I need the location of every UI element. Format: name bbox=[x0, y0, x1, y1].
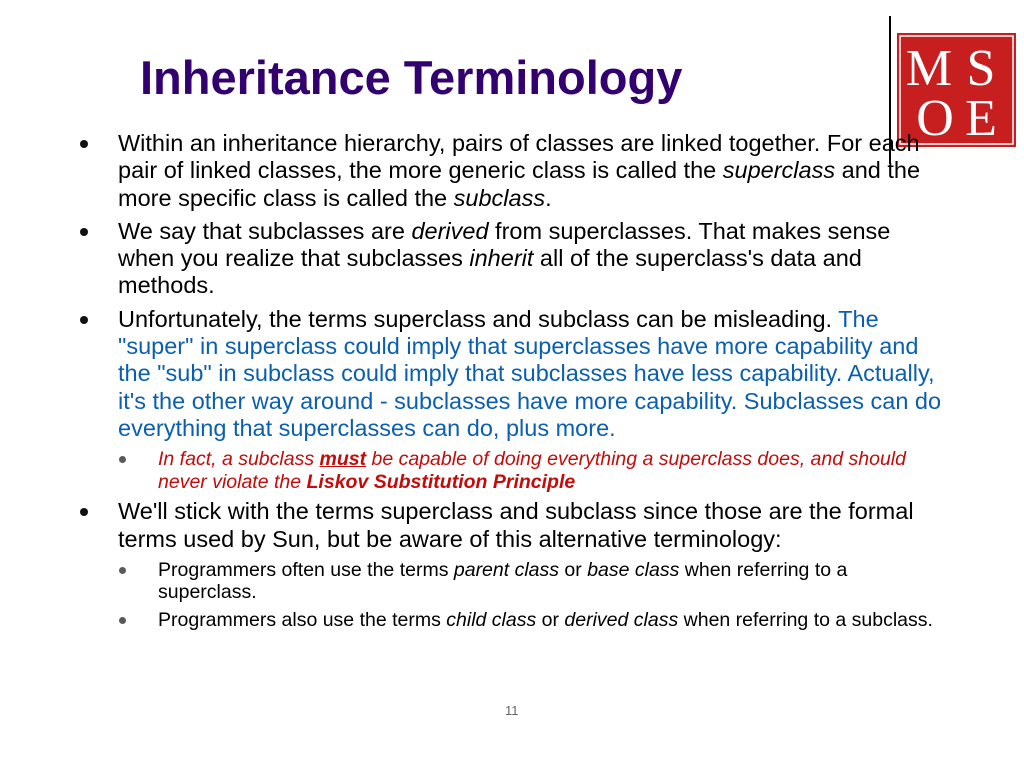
bullet-misleading: Unfortunately, the terms superclass and subclass can be misleading. The "super" in superclass could imply that superclasses have more capability and the "sub" in subclass could imply that subclasses have less capability. Actually, it's the other way around - subclasses have more capability. Subclasses can do everything that superclasses can do, plus more. bbox=[78, 306, 943, 442]
logo-letter-o: O bbox=[916, 90, 954, 147]
sub-bullet-child-class: Programmers also use the terms child class or derived class when referring to a subclass. bbox=[118, 609, 943, 632]
emphasis-must: must bbox=[319, 448, 367, 471]
page-number: 11 bbox=[505, 703, 519, 718]
logo-letter-m: M bbox=[905, 40, 953, 97]
liskov-principle: Liskov Substitution Principle bbox=[306, 470, 576, 493]
sub-bullet-parent-class: Programmers often use the terms parent class or base class when referring to a superclass. bbox=[118, 559, 943, 604]
bullet-dot bbox=[80, 316, 88, 324]
bullet-derived: We say that subclasses are derived from superclasses. That makes sense when you realize that subclasses inherit all of the superclass's data and methods. bbox=[78, 218, 943, 300]
sub-bullet-dot bbox=[119, 456, 126, 463]
bullet-terminology: We'll stick with the terms superclass and subclass since those are the formal terms used by Sun, but be aware of this alternative terminology: bbox=[78, 498, 943, 553]
sub-bullet-liskov: In fact, a subclass must be capable of doing everything a superclass does, and should never violate the Liskov Substitution Principle bbox=[118, 448, 943, 493]
logo-letter-s: S bbox=[966, 40, 996, 97]
bullet-dot bbox=[80, 228, 88, 236]
bullet-dot bbox=[80, 140, 88, 148]
blue-highlight-text: The "super" in superclass could imply that superclasses have more capability and the "sub" in subclass could imply that subclasses have less capability. Actually, it's the other way around - subclasses have more capability. Subclasses can do everything that superclasses can do, plus more. bbox=[118, 305, 942, 441]
sub-bullet-dot bbox=[119, 617, 126, 624]
bullet-superclass-subclass: Within an inheritance hierarchy, pairs of classes are linked together. For each pair of linked classes, the more generic class is called the superclass and the more specific class is called the subclass. bbox=[78, 130, 943, 212]
slide-body bbox=[78, 130, 943, 636]
bullet-dot bbox=[80, 508, 88, 516]
sub-bullet-dot bbox=[119, 567, 126, 574]
logo-letter-e: E bbox=[965, 90, 997, 147]
slide-title: Inheritance Terminology bbox=[140, 51, 683, 104]
